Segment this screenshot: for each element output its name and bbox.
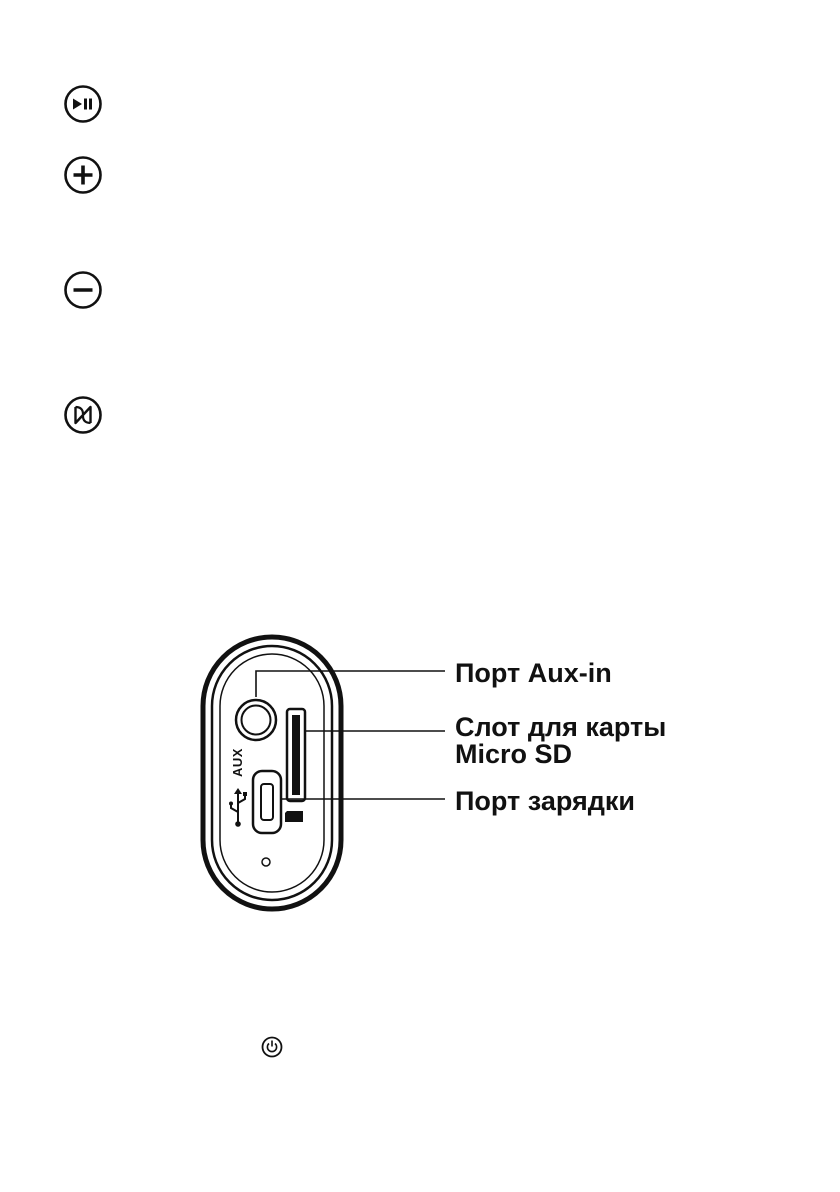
micro-usb-port — [253, 771, 281, 833]
sd-card-icon — [285, 811, 303, 822]
panel-housing — [203, 637, 341, 909]
aux-jack — [236, 700, 276, 740]
leader-lines — [256, 671, 445, 808]
micro-sd-slot — [287, 709, 305, 801]
aux-port-label: Порт Aux-in — [455, 658, 612, 688]
aux-engraving-label: AUX — [230, 748, 245, 777]
sd-slot-label — [455, 714, 666, 768]
usb-icon — [229, 788, 247, 827]
charge-port-label: Порт зарядки — [455, 786, 635, 816]
sd-slot-label-line2: Micro SD — [455, 739, 573, 769]
sd-slot-label-line1: Слот для карты — [455, 712, 667, 742]
reset-pinhole — [262, 858, 270, 866]
power-icon — [263, 1038, 282, 1057]
